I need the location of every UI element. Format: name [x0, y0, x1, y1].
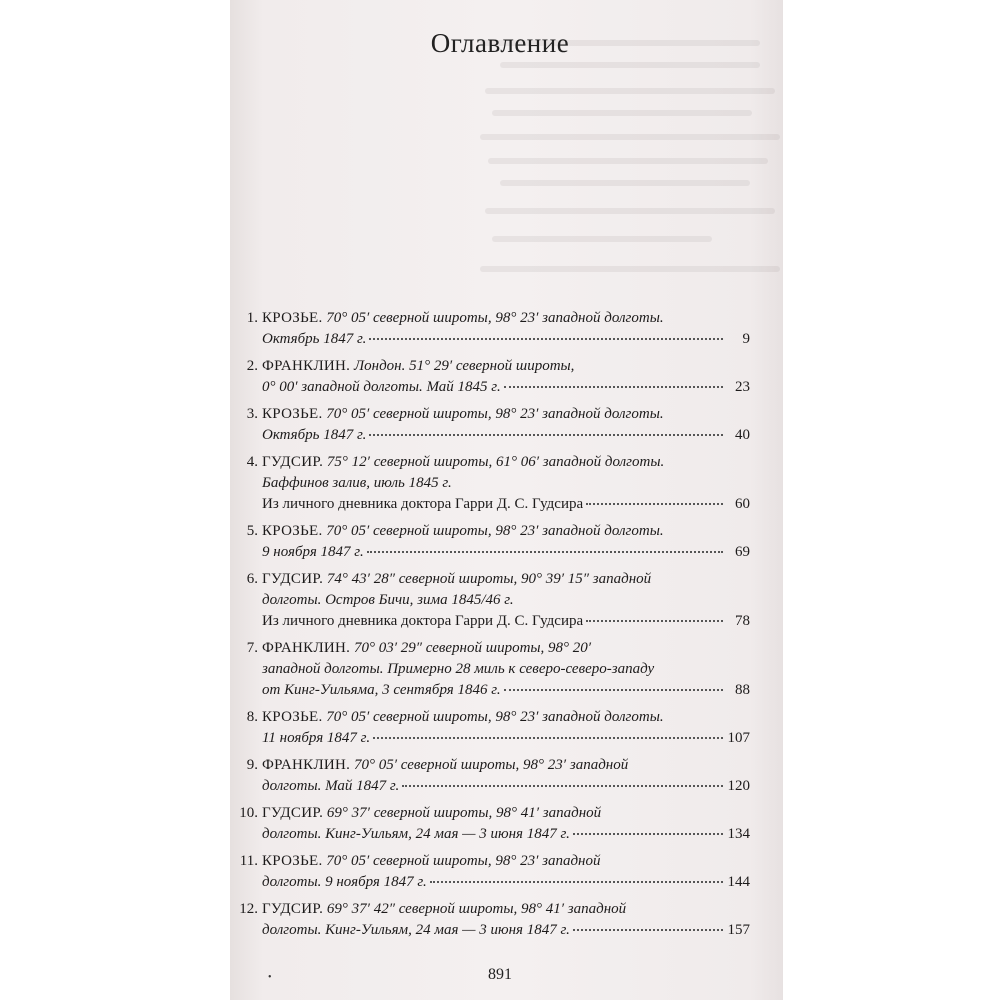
entry-page-number[interactable]: 88 — [735, 682, 750, 698]
entry-number: 5. — [246, 523, 258, 539]
dot-leader — [402, 785, 723, 787]
entry-last-line: Из личного дневника доктора Гарри Д. С. Гудсира — [262, 496, 584, 512]
entry-last-line: долготы. Май 1847 г. — [262, 778, 400, 794]
entry-last-line: Из личного дневника доктора Гарри Д. С. Гудсира — [262, 613, 584, 629]
entry-page-number[interactable]: 9 — [742, 331, 750, 347]
dot-leader — [369, 338, 723, 340]
dot-leader — [369, 434, 723, 436]
page-number: 891 — [488, 966, 512, 983]
entry-number: 4. — [246, 454, 258, 470]
entry-location: 70° 03′ 29″ северной широты, 98° 20′ — [353, 640, 592, 656]
entry-narrator: КРОЗЬЕ. — [262, 406, 323, 422]
entry-location: 70° 05′ северной широты, 98° 23′ западной долготы. — [326, 709, 664, 725]
entry-last-line: долготы. 9 ноября 1847 г. — [262, 874, 427, 890]
entry-location-cont: долготы. Остров Бичи, зима 1845/46 г. — [262, 592, 514, 608]
entry-location: 70° 05′ северной широты, 98° 23′ западной — [326, 853, 601, 869]
toc-entry[interactable] — [228, 404, 750, 446]
dot-leader — [430, 881, 723, 883]
entry-last-line: Октябрь 1847 г. — [262, 331, 367, 347]
entry-last-line: Октябрь 1847 г. — [262, 427, 367, 443]
toc-entry[interactable] — [228, 851, 750, 893]
entry-number: 1. — [246, 310, 258, 326]
entry-page-number[interactable]: 78 — [735, 613, 750, 629]
dot-leader — [504, 386, 723, 388]
entry-location: 69° 37′ северной широты, 98° 41′ западной — [326, 805, 602, 821]
dot-leader — [573, 929, 723, 931]
entry-narrator: ГУДСИР. — [262, 901, 324, 917]
entry-number: 11. — [239, 853, 258, 869]
entry-number: 3. — [246, 406, 258, 422]
entry-last-line: долготы. Кинг-Уильям, 24 мая — 3 июня 1847 г. — [262, 922, 570, 938]
entry-page-number[interactable]: 157 — [727, 922, 750, 938]
entry-location: 75° 12′ северной широты, 61° 06′ западной долготы. — [326, 454, 665, 470]
toc-entry[interactable] — [228, 521, 750, 563]
dot-leader — [586, 620, 723, 622]
entry-narrator: ФРАНКЛИН. — [262, 640, 351, 656]
dot-leader — [373, 737, 723, 739]
entry-last-line: 0° 00′ западной долготы. Май 1845 г. — [262, 379, 501, 395]
entry-narrator: КРОЗЬЕ. — [262, 853, 323, 869]
entry-narrator: ФРАНКЛИН. — [262, 757, 351, 773]
entry-location-cont: Баффинов залив, июль 1845 г. — [262, 475, 452, 491]
entry-location: 70° 05′ северной широты, 98° 23′ западной долготы. — [326, 406, 664, 422]
entry-page-number[interactable]: 144 — [727, 874, 750, 890]
toc-entry[interactable] — [228, 707, 750, 749]
entry-number: 6. — [246, 571, 258, 587]
toc-entry[interactable] — [228, 356, 750, 398]
print-mark: • — [268, 972, 272, 983]
entry-narrator: ГУДСИР. — [262, 571, 324, 587]
entry-narrator: ФРАНКЛИН. — [262, 358, 351, 374]
entry-location-cont: западной долготы. Примерно 28 миль к северо-северо-западу — [262, 661, 655, 677]
entry-page-number[interactable]: 60 — [735, 496, 750, 512]
entry-location: 70° 05′ северной широты, 98° 23′ западной долготы. — [326, 523, 664, 539]
entry-narrator: КРОЗЬЕ. — [262, 310, 323, 326]
entry-location: 70° 05′ северной широты, 98° 23′ западной долготы. — [326, 310, 664, 326]
entry-last-line: от Кинг-Уильяма, 3 сентября 1846 г. — [262, 682, 501, 698]
entry-page-number[interactable]: 69 — [735, 544, 750, 560]
entry-location: 70° 05′ северной широты, 98° 23′ западной — [353, 757, 629, 773]
table-of-contents — [228, 308, 750, 947]
entry-page-number[interactable]: 120 — [727, 778, 750, 794]
toc-entry[interactable] — [228, 452, 750, 515]
entry-number: 2. — [246, 358, 258, 374]
entry-narrator: ГУДСИР. — [262, 805, 324, 821]
entry-location: 74° 43′ 28″ северной широты, 90° 39′ 15″ западной — [326, 571, 652, 587]
entry-last-line: 11 ноября 1847 г. — [262, 730, 371, 746]
entry-page-number[interactable]: 134 — [727, 826, 750, 842]
entry-location: Лондон. 51° 29′ северной широты, — [353, 358, 575, 374]
entry-number: 8. — [246, 709, 258, 725]
page-title: Оглавление — [430, 28, 570, 58]
toc-entry[interactable] — [228, 638, 750, 701]
dot-leader — [573, 833, 723, 835]
entry-number: 7. — [246, 640, 258, 656]
entry-narrator: КРОЗЬЕ. — [262, 523, 323, 539]
entry-page-number[interactable]: 23 — [735, 379, 750, 395]
dot-leader — [504, 689, 723, 691]
entry-narrator: ГУДСИР. — [262, 454, 324, 470]
toc-entry[interactable] — [228, 569, 750, 632]
toc-entry[interactable] — [228, 308, 750, 350]
dot-leader — [367, 551, 723, 553]
entry-page-number[interactable]: 107 — [727, 730, 750, 746]
entry-number: 10. — [239, 805, 258, 821]
entry-last-line: долготы. Кинг-Уильям, 24 мая — 3 июня 1847 г. — [262, 826, 570, 842]
toc-entry[interactable] — [228, 755, 750, 797]
entry-number: 9. — [246, 757, 258, 773]
entry-location: 69° 37′ 42″ северной широты, 98° 41′ западной — [326, 901, 627, 917]
toc-entry[interactable] — [228, 803, 750, 845]
entry-page-number[interactable]: 40 — [735, 427, 750, 443]
dot-leader — [586, 503, 723, 505]
entry-number: 12. — [239, 901, 258, 917]
entry-last-line: 9 ноября 1847 г. — [262, 544, 364, 560]
toc-entry[interactable] — [228, 899, 750, 941]
entry-narrator: КРОЗЬЕ. — [262, 709, 323, 725]
